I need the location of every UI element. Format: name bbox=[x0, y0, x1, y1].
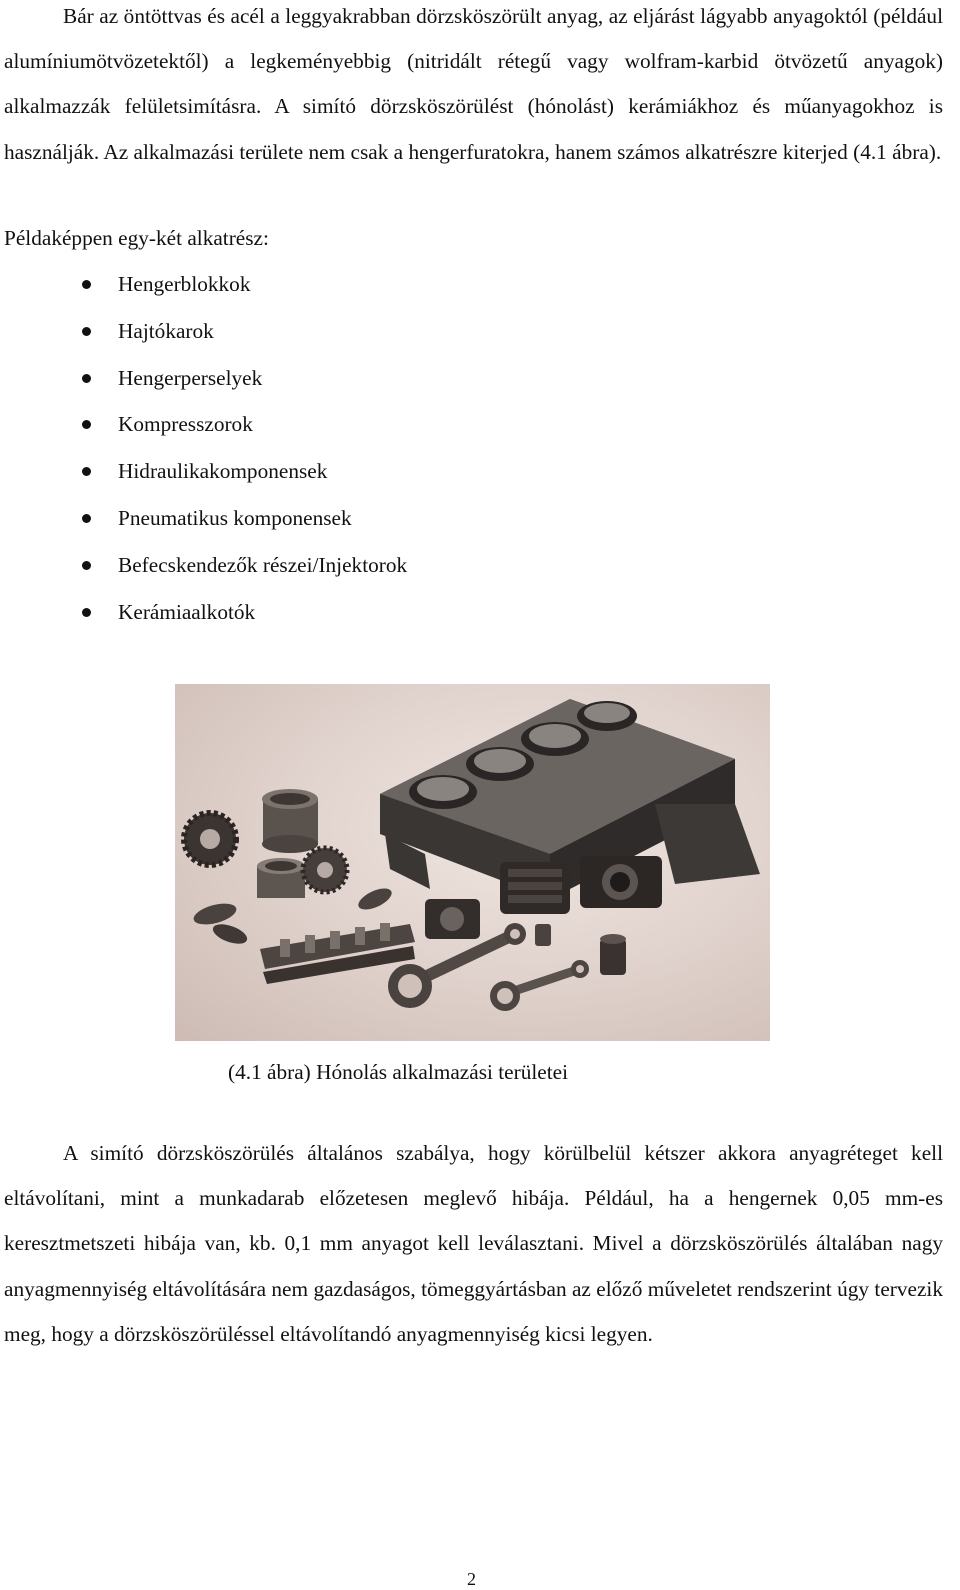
intro-paragraph: Bár az öntöttvas és acél a leggyakrabban dörzsköszörült anyag, az eljárást lágyabb anyagoktól (például alumíniumötvözetektől) a legkeményebbig (nitridált rétegű vagy wolfram-karbid ötvözetű anyagok) alkalmazzák felületsimításra. A simító dörzsköszörülést (hónolást) kerámiákhoz és műanyagokhoz is használják. Az alkalmazási területe nem csak a hengerfuratokra, hanem számos alkatrészre kiterjed (4.1 ábra). bbox=[4, 4, 943, 164]
connecting-rods bbox=[388, 923, 589, 1011]
list-item bbox=[72, 402, 407, 449]
parts-intro: Példaképpen egy-két alkatrész: bbox=[4, 226, 269, 250]
bullet-icon bbox=[82, 467, 91, 476]
bullet-icon bbox=[82, 420, 91, 429]
engine-parts-photo bbox=[175, 684, 770, 1041]
page-number: 2 bbox=[467, 1569, 476, 1589]
engine-parts-illustration bbox=[175, 684, 770, 1041]
bullet-icon bbox=[82, 608, 91, 617]
list-item bbox=[72, 309, 407, 356]
list-item-label: Befecskendezők részei/Injektorok bbox=[118, 552, 408, 577]
bullet-icon bbox=[82, 280, 91, 289]
figure-caption: (4.1 ábra) Hónolás alkalmazási területei bbox=[228, 1060, 569, 1084]
bullet-icon bbox=[82, 561, 91, 570]
list-item-label: Kompresszorok bbox=[118, 412, 253, 437]
list-item-label: Hajtókarok bbox=[118, 318, 214, 343]
list-item-label: Pneumatikus komponensek bbox=[118, 505, 352, 530]
list-item bbox=[72, 496, 407, 543]
bullet-icon bbox=[82, 374, 91, 383]
list-item bbox=[72, 262, 407, 309]
list-item-label: Hengerblokkok bbox=[118, 272, 251, 296]
list-item bbox=[72, 449, 407, 496]
list-item bbox=[72, 543, 407, 590]
list-item bbox=[72, 590, 407, 637]
bullet-icon bbox=[82, 514, 91, 523]
rule-paragraph: A simító dörzsköszörülés általános szabálya, hogy körülbelül kétszer akkora anyagréteget kell eltávolítani, mint a munkadarab előzetesen meglevő hibája. Például, ha a hengernek 0,05 mm-es keresztmetszeti hibája van, kb. 0,1 mm anyagot kell leválasztani. Mivel a dörzsköszörülés általában nagy anyagmennyiség eltávolítására nem gazdaságos, tömeggyártásban az előző műveletet rendszerint úgy tervezik meg, hogy a dörzsköszörüléssel eltávolítandó anyagmennyiség kicsi legyen. bbox=[4, 1141, 943, 1346]
bullet-icon bbox=[82, 327, 91, 336]
list-item-label: Kerámiaalkotók bbox=[118, 599, 256, 624]
list-item-label: Hidraulikakomponensek bbox=[118, 459, 328, 484]
list-item-label: Hengerperselyek bbox=[118, 365, 263, 390]
list-item bbox=[72, 356, 407, 403]
parts-list bbox=[72, 262, 407, 636]
